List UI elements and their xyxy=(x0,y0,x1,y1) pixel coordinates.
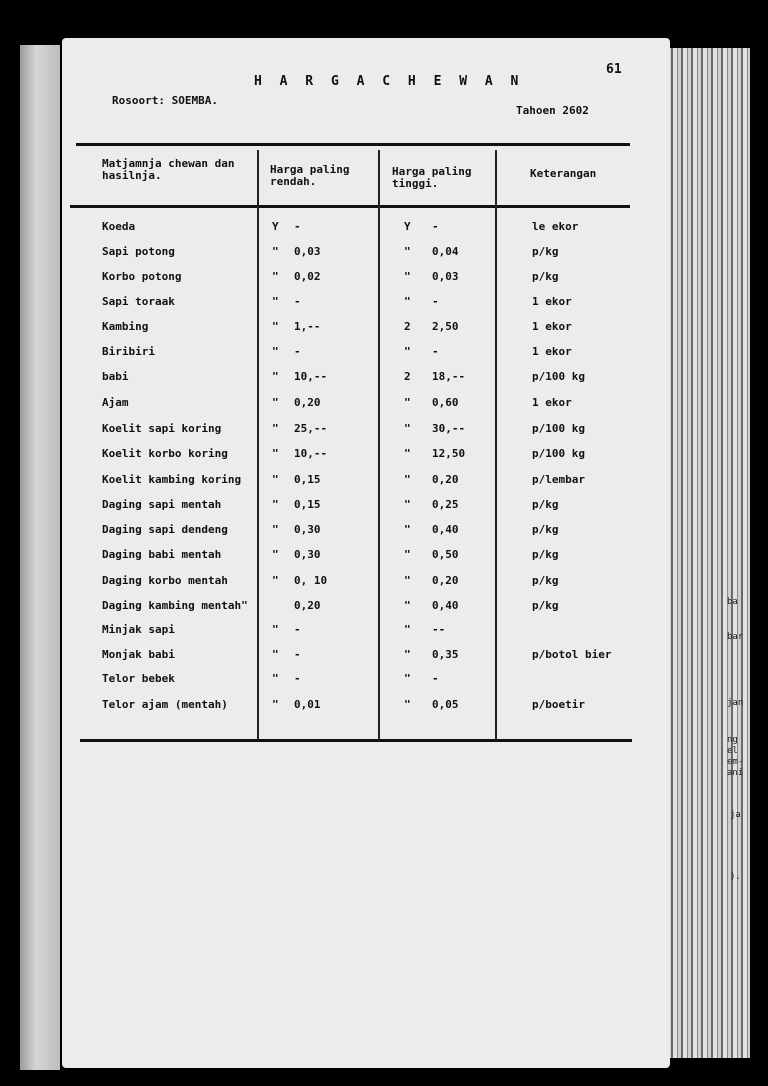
animal-name: Sapi potong xyxy=(102,245,175,258)
edge-note: ja xyxy=(730,810,741,820)
remarks: p/100 kg xyxy=(532,447,585,460)
remarks: p/kg xyxy=(532,548,559,561)
animal-name: Monjak babi xyxy=(102,648,175,661)
lowest-price-mark: " xyxy=(272,548,279,561)
lowest-price: - xyxy=(294,623,301,636)
lowest-price: 10,-- xyxy=(294,447,328,460)
highest-price-mark: " xyxy=(404,396,411,409)
highest-price-mark: Y xyxy=(404,220,411,233)
lowest-price: 0,02 xyxy=(294,270,321,283)
highest-price: 0,40 xyxy=(432,523,459,536)
lowest-price-mark: " xyxy=(272,498,279,511)
remarks: p/kg xyxy=(532,523,559,536)
document-title: H A R G A C H E W A N xyxy=(254,74,524,89)
highest-price: - xyxy=(432,295,439,308)
animal-name: Ajam xyxy=(102,396,129,409)
highest-price-mark: " xyxy=(404,473,411,486)
lowest-price-mark: " xyxy=(272,320,279,333)
highest-price: 0,04 xyxy=(432,245,459,258)
highest-price: 0,60 xyxy=(432,396,459,409)
table-header-rule xyxy=(70,205,630,208)
remarks: p/botol bier xyxy=(532,648,612,661)
highest-price-mark: 2 xyxy=(404,320,411,333)
highest-price-mark: " xyxy=(404,672,411,685)
lowest-price-mark: " xyxy=(272,245,279,258)
remarks: p/kg xyxy=(532,270,559,283)
animal-name: Daging sapi mentah xyxy=(102,498,222,511)
lowest-price-mark: " xyxy=(272,370,279,383)
lowest-price: 0,03 xyxy=(294,245,321,258)
edge-note: em- xyxy=(727,757,744,767)
highest-price: 0,40 xyxy=(432,599,459,612)
highest-price-mark: " xyxy=(404,498,411,511)
table-bottom-rule xyxy=(80,739,632,742)
animal-name: Minjak sapi xyxy=(102,623,175,636)
highest-price-mark: " xyxy=(404,345,411,358)
highest-price-mark: " xyxy=(404,548,411,561)
resort-label: Rosoort: SOEMBA. xyxy=(112,94,218,107)
table-top-rule xyxy=(76,143,630,146)
animal-name: Koeda xyxy=(102,220,136,233)
lowest-price: 25,-- xyxy=(294,422,328,435)
lowest-price: - xyxy=(294,672,301,685)
lowest-price-mark: " xyxy=(272,447,279,460)
lowest-price: - xyxy=(294,648,301,661)
highest-price: 0,03 xyxy=(432,270,459,283)
column-header-lowest-price: Harga paling rendah. xyxy=(270,163,350,188)
edge-note: ng xyxy=(727,735,738,745)
lowest-price: 0, 10 xyxy=(294,574,328,587)
edge-note: ba xyxy=(727,597,738,607)
remarks: 1 ekor xyxy=(532,295,572,308)
highest-price-mark: " xyxy=(404,648,411,661)
page-number: 61 xyxy=(606,62,622,77)
edge-note: ani xyxy=(727,768,744,778)
highest-price: - xyxy=(432,672,439,685)
column-divider xyxy=(378,150,380,740)
lowest-price-mark: " xyxy=(272,648,279,661)
column-divider xyxy=(495,150,497,740)
lowest-price: 0,30 xyxy=(294,523,321,536)
lowest-price: 0,20 xyxy=(294,396,321,409)
remarks: p/kg xyxy=(532,498,559,511)
remarks: p/kg xyxy=(532,574,559,587)
lowest-price-mark: " xyxy=(272,295,279,308)
lowest-price-mark: " xyxy=(272,473,279,486)
edge-note: el xyxy=(727,746,738,756)
animal-name: Daging kambing mentah" xyxy=(102,599,248,612)
animal-name: Daging korbo mentah xyxy=(102,574,228,587)
lowest-price: 0,15 xyxy=(294,473,321,486)
animal-name: Biribiri xyxy=(102,345,155,358)
lowest-price: - xyxy=(294,220,301,233)
highest-price: 30,-- xyxy=(432,422,466,435)
animal-name: Kambing xyxy=(102,320,149,333)
highest-price: 0,05 xyxy=(432,698,459,711)
animal-name: Daging babi mentah xyxy=(102,548,222,561)
remarks: p/kg xyxy=(532,245,559,258)
edge-note: jan xyxy=(727,698,744,708)
highest-price-mark: " xyxy=(404,523,411,536)
lowest-price-mark: " xyxy=(272,270,279,283)
lowest-price-mark: " xyxy=(272,623,279,636)
column-header-kind: Matjamnja chewan dan hasilnja. xyxy=(102,157,235,182)
remarks: le ekor xyxy=(532,220,579,233)
remarks: 1 ekor xyxy=(532,396,572,409)
lowest-price-mark: " xyxy=(272,523,279,536)
highest-price-mark: " xyxy=(404,623,411,636)
lowest-price: 0,20 xyxy=(294,599,321,612)
highest-price: 0,20 xyxy=(432,574,459,587)
highest-price: 12,50 xyxy=(432,447,466,460)
animal-name: Koelit sapi koring xyxy=(102,422,222,435)
lowest-price: 0,01 xyxy=(294,698,321,711)
remarks: 1 ekor xyxy=(532,345,572,358)
remarks: p/boetir xyxy=(532,698,585,711)
edge-note: ). xyxy=(730,872,741,882)
animal-name: Korbo potong xyxy=(102,270,182,283)
highest-price: 2,50 xyxy=(432,320,459,333)
lowest-price-mark: " xyxy=(272,396,279,409)
lowest-price-mark: " xyxy=(272,422,279,435)
lowest-price: 0,30 xyxy=(294,548,321,561)
lowest-price: 1,-- xyxy=(294,320,321,333)
column-header-remarks: Keterangan xyxy=(530,167,597,180)
adjacent-page-strip xyxy=(20,45,60,1070)
highest-price: 0,35 xyxy=(432,648,459,661)
remarks: p/lembar xyxy=(532,473,585,486)
remarks: p/kg xyxy=(532,599,559,612)
highest-price-mark: " xyxy=(404,422,411,435)
animal-name: Telor bebek xyxy=(102,672,175,685)
remarks: 1 ekor xyxy=(532,320,572,333)
highest-price: 0,20 xyxy=(432,473,459,486)
animal-name: Koelit kambing koring xyxy=(102,473,242,486)
animal-name: Koelit korbo koring xyxy=(102,447,228,460)
highest-price-mark: " xyxy=(404,698,411,711)
remarks: p/100 kg xyxy=(532,370,585,383)
lowest-price-mark: " xyxy=(272,574,279,587)
highest-price: 0,50 xyxy=(432,548,459,561)
lowest-price-mark: Y xyxy=(272,220,279,233)
highest-price-mark: " xyxy=(404,245,411,258)
lowest-price-mark: " xyxy=(272,672,279,685)
edge-note: bar xyxy=(727,632,744,642)
highest-price-mark: " xyxy=(404,270,411,283)
highest-price-mark: " xyxy=(404,295,411,308)
animal-name: Daging sapi dendeng xyxy=(102,523,228,536)
highest-price: -- xyxy=(432,623,446,636)
lowest-price: - xyxy=(294,295,301,308)
animal-name: Telor ajam (mentah) xyxy=(102,698,228,711)
book-page-edges xyxy=(668,48,750,1058)
remarks: p/100 kg xyxy=(532,422,585,435)
highest-price-mark: 2 xyxy=(404,370,411,383)
column-divider xyxy=(257,150,259,740)
lowest-price-mark: " xyxy=(272,345,279,358)
highest-price: - xyxy=(432,345,439,358)
highest-price-mark: " xyxy=(404,599,411,612)
year-label: Tahoen 2602 xyxy=(516,104,589,117)
highest-price: 18,-- xyxy=(432,370,466,383)
lowest-price: - xyxy=(294,345,301,358)
animal-name: babi xyxy=(102,370,129,383)
lowest-price: 10,-- xyxy=(294,370,328,383)
highest-price: 0,25 xyxy=(432,498,459,511)
highest-price-mark: " xyxy=(404,447,411,460)
highest-price-mark: " xyxy=(404,574,411,587)
lowest-price-mark: " xyxy=(272,698,279,711)
lowest-price: 0,15 xyxy=(294,498,321,511)
animal-name: Sapi toraak xyxy=(102,295,175,308)
column-header-highest-price: Harga paling tinggi. xyxy=(392,165,472,190)
highest-price: - xyxy=(432,220,439,233)
